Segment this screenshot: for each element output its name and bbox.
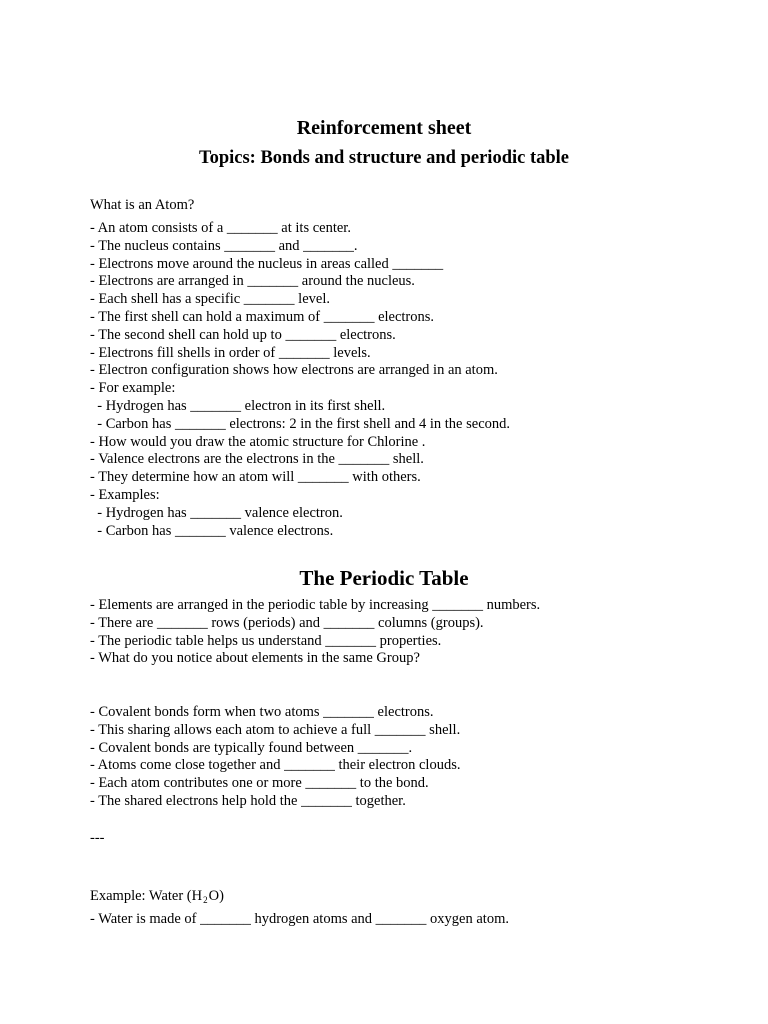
- list-item: - An atom consists of a _______ at its center.: [90, 220, 351, 236]
- atom-question: What is an Atom?: [90, 197, 195, 213]
- water-example-heading: [90, 888, 224, 910]
- list-item: - Carbon has _______ electrons: 2 in the first shell and 4 in the second.: [90, 415, 511, 432]
- list-item: - Electron configuration shows how electrons are arranged in an atom.: [90, 362, 498, 379]
- list-item: - Each shell has a specific _______ level.: [90, 291, 330, 308]
- document-title: Reinforcement sheet: [296, 117, 472, 139]
- atom-fill-in-list: [90, 220, 510, 540]
- list-item: - Each atom contributes one or more _______ to the bond.: [90, 775, 429, 792]
- list-item: - Elements are arranged in the periodic table by increasing _______ numbers.: [90, 597, 541, 613]
- list-item: - This sharing allows each atom to achieve a full _______ shell.: [90, 721, 461, 738]
- list-item: - What do you notice about elements in the same Group?: [90, 650, 420, 667]
- list-item: - They determine how an atom will _______ with others.: [90, 469, 421, 486]
- topics-heading: Topics: Bonds and structure and periodic table: [198, 148, 570, 168]
- list-item: - Atoms come close together and _______ their electron clouds.: [90, 757, 461, 774]
- list-item: - The shared electrons help hold the _______ together.: [90, 792, 406, 809]
- list-item: - Electrons move around the nucleus in areas called _______: [90, 255, 444, 272]
- list-item: - Covalent bonds are typically found between _______.: [90, 739, 413, 756]
- list-item: - Examples:: [90, 486, 160, 503]
- periodic-table-fill-in-list: [90, 597, 540, 668]
- list-item: - For example:: [90, 380, 176, 397]
- subscript-two: 2: [203, 895, 208, 905]
- covalent-bonds-fill-in-list: [90, 704, 460, 811]
- water-fill-in-line: - Water is made of _______ hydrogen atoms and _______ oxygen atom.: [90, 911, 509, 927]
- list-item: - Hydrogen has _______ valence electron.: [90, 504, 343, 521]
- list-item: - Hydrogen has _______ electron in its first shell.: [90, 397, 386, 414]
- periodic-table-heading: The Periodic Table: [299, 566, 469, 590]
- list-item: - Electrons are arranged in _______ around the nucleus.: [90, 273, 415, 290]
- list-item: - How would you draw the atomic structure for Chlorine .: [90, 433, 426, 450]
- list-item: - Covalent bonds form when two atoms _______ electrons.: [90, 704, 434, 720]
- list-item: - The nucleus contains _______ and _______.: [90, 237, 358, 254]
- example-prefix: Example: Water (H: [90, 888, 203, 904]
- list-item: - Valence electrons are the electrons in the _______ shell.: [90, 451, 424, 468]
- list-item: - There are _______ rows (periods) and _______ columns (groups).: [90, 614, 484, 631]
- example-suffix: O): [208, 888, 224, 904]
- list-item: - The second shell can hold up to _______ electrons.: [90, 326, 396, 343]
- list-item: - Carbon has _______ valence electrons.: [90, 522, 334, 539]
- list-item: - The periodic table helps us understand _______ properties.: [90, 632, 442, 649]
- section-separator: ---: [90, 830, 105, 846]
- list-item: - Electrons fill shells in order of _______ levels.: [90, 344, 371, 361]
- list-item: - The first shell can hold a maximum of _______ electrons.: [90, 308, 435, 325]
